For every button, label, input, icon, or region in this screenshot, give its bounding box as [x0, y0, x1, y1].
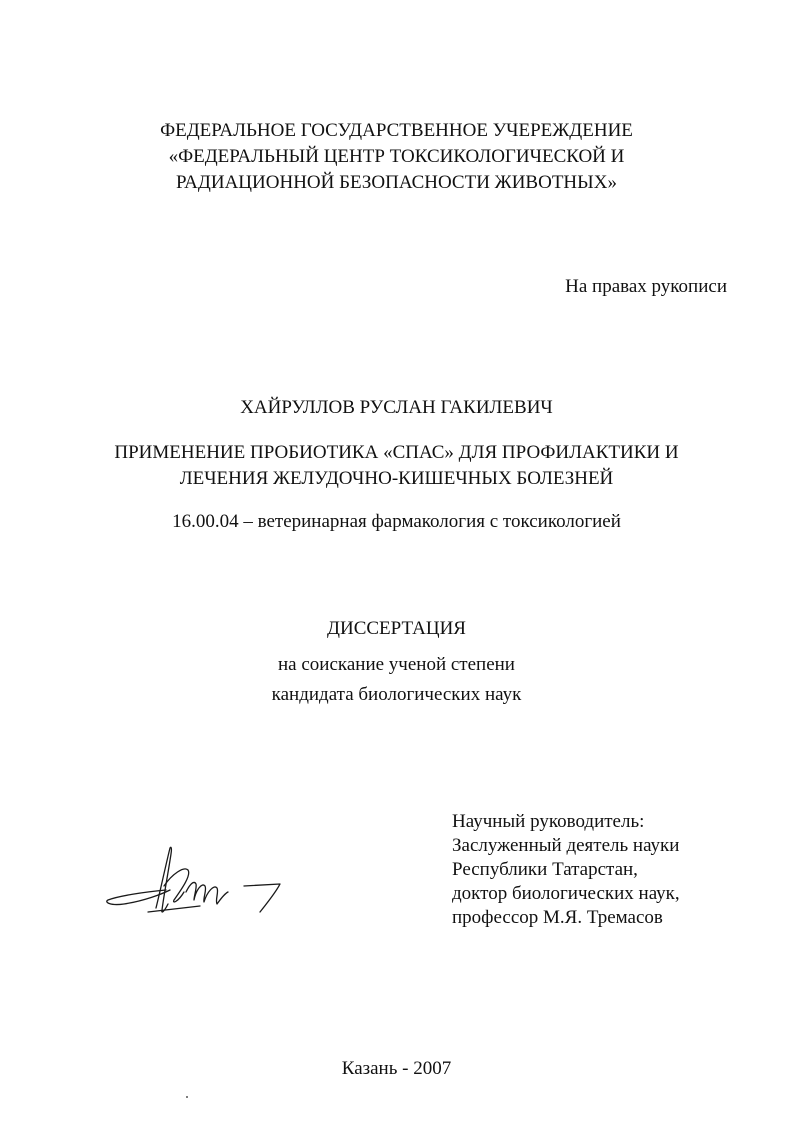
specialty-code: 16.00.04 – ветеринарная фармакология с токсикологией [172, 511, 621, 532]
thesis-title-line-1: ПРИМЕНЕНИЕ ПРОБИОТИКА «СПАС» ДЛЯ ПРОФИЛАКТИКИ И [114, 442, 679, 463]
advisor-line-4: доктор биологических наук, [452, 883, 680, 904]
rights-note: На правах рукописи [565, 276, 727, 297]
institution-line-1: ФЕДЕРАЛЬНОЕ ГОСУДАРСТВЕННОЕ УЧЕРЕЖДЕНИЕ [160, 120, 633, 141]
author-block [0, 395, 793, 421]
specialty-block [0, 509, 793, 535]
city-year-block [0, 1056, 793, 1082]
thesis-title [0, 440, 793, 492]
advisor-line-3: Республики Татарстан, [452, 859, 638, 880]
advisor-block [452, 810, 680, 930]
degree-line-2-block [0, 682, 793, 708]
advisor-line-5: профессор М.Я. Тремасов [452, 907, 663, 928]
institution-line-2: «ФЕДЕРАЛЬНЫЙ ЦЕНТР ТОКСИКОЛОГИЧЕСКОЙ И [168, 146, 625, 167]
degree-line-1-block [0, 652, 793, 678]
handwritten-signature [104, 844, 284, 924]
city-year: Казань - 2007 [341, 1058, 452, 1079]
document-type: ДИССЕРТАЦИЯ [327, 618, 466, 639]
institution-line-3: РАДИАЦИОННОЙ БЕЗОПАСНОСТИ ЖИВОТНЫХ» [176, 172, 617, 193]
institution-header [0, 118, 793, 196]
scan-speck [186, 1096, 188, 1098]
advisor-line-2: Заслуженный деятель науки [452, 835, 680, 856]
degree-line-1: на соискание ученой степени [278, 654, 515, 675]
thesis-title-line-2: ЛЕЧЕНИЯ ЖЕЛУДОЧНО-КИШЕЧНЫХ БОЛЕЗНЕЙ [179, 468, 614, 489]
author-name: ХАЙРУЛЛОВ РУСЛАН ГАКИЛЕВИЧ [240, 397, 553, 418]
degree-line-2: кандидата биологических наук [271, 684, 522, 705]
document-type-block [0, 616, 793, 642]
advisor-line-1: Научный руководитель: [452, 811, 645, 832]
